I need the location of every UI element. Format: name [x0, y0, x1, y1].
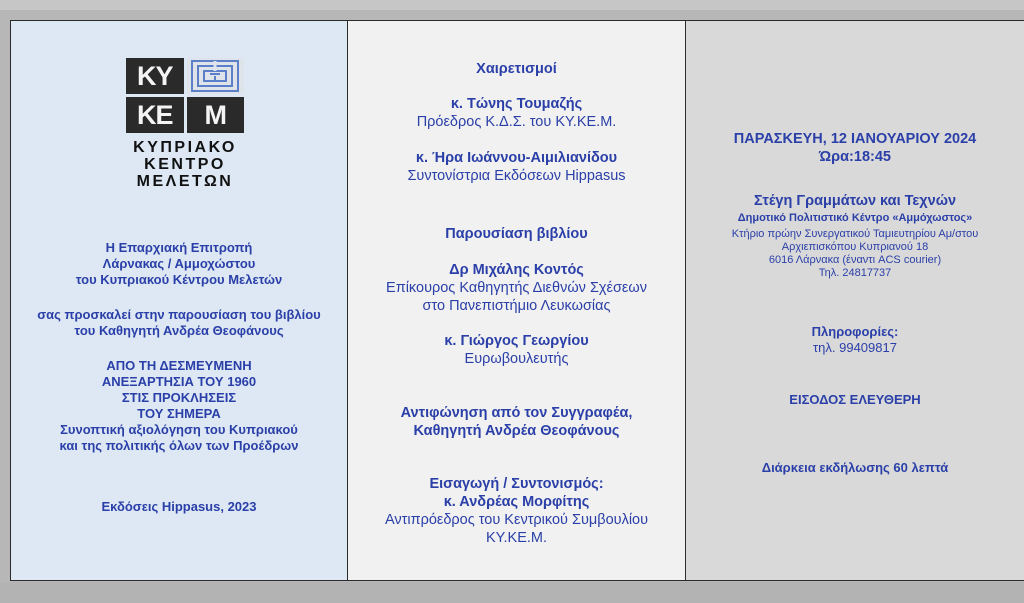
speaker-name: κ. Τώνης Τουμαζής: [450, 96, 583, 112]
moderator-name: κ. Ανδρέας Μορφίτης: [443, 494, 590, 510]
invitation-block: [11, 307, 347, 339]
moderation-heading: Εισαγωγή / Συντονισμός:: [429, 476, 604, 492]
organizer-block: [11, 240, 347, 288]
logo-line: ΜΕΛΕΤΩΝ: [136, 173, 234, 190]
book-title-line: Συνοπτική αξιολόγηση του Κυπριακού: [60, 422, 298, 437]
address-line: Τηλ. 24817737: [818, 267, 892, 279]
speaker-role: Συντονίστρια Εκδόσεων Hippasus: [407, 168, 626, 184]
middle-column: [347, 20, 686, 581]
info-label: Πληροφορίες:: [811, 324, 899, 339]
logo-line: ΚΥΠΡΙΑΚΟ: [133, 139, 237, 156]
organizer-line: του Κυπριακού Κέντρου Μελετών: [75, 272, 283, 287]
moderator-role: ΚΥ.ΚΕ.Μ.: [486, 530, 547, 546]
greetings-heading: Χαιρετισμοί: [476, 61, 557, 77]
info-block: [686, 324, 1024, 356]
free-entry: ΕΙΣΟΔΟΣ ΕΛΕΥΘΕΡΗ: [789, 392, 921, 407]
speaker-block: [348, 261, 685, 315]
speaker-block: [348, 332, 685, 368]
book-title-line: ΤΟΥ ΣΗΜΕΡΑ: [137, 406, 221, 421]
invitation-line: του Καθηγητή Ανδρέα Θεοφάνους: [74, 323, 284, 338]
bottom-bar: [0, 582, 1024, 603]
logo-line: ΚΕΝΤΡΟ: [144, 156, 226, 173]
info-phone: τηλ. 99409817: [813, 340, 897, 355]
book-title-line: και της πολιτικής όλων των Προέδρων: [59, 438, 299, 453]
speaker-role: στο Πανεπιστήμιο Λευκωσίας: [422, 298, 611, 314]
venue-subtitle: Δημοτικό Πολιτιστικό Κέντρο «Αμμόχωστος»: [737, 212, 973, 224]
logo-maze-icon: [187, 58, 245, 94]
speaker-block: [348, 149, 685, 185]
presentation-heading: Παρουσίαση βιβλίου: [445, 226, 588, 242]
address-line: 6016 Λάρνακα (έναντι ACS courier): [768, 254, 942, 266]
event-time: Ώρα:18:45: [819, 149, 891, 165]
event-date: ΠΑΡΑΣΚΕΥΗ, 12 ΙΑΝΟΥΑΡΙΟΥ 2024: [733, 131, 977, 147]
publisher: Εκδόσεις Hippasus, 2023: [101, 499, 257, 514]
venue-name: Στέγη Γραμμάτων και Τεχνών: [753, 193, 957, 209]
speaker-name: κ. Γιώργος Γεωργίου: [444, 333, 589, 349]
author-response: [348, 404, 685, 440]
venue-address: [686, 228, 1024, 280]
logo-tile-ky: ΚΥ: [126, 58, 184, 94]
book-title-line: ΑΠΟ ΤΗ ΔΕΣΜΕΥΜΕΝΗ: [106, 358, 252, 373]
moderation-block: [348, 475, 685, 547]
logo-text: [126, 139, 244, 190]
logo-tile-m: Μ: [187, 97, 245, 133]
event-duration: Διάρκεια εκδήλωσης 60 λεπτά: [761, 460, 949, 475]
address-line: Αρχιεπισκόπου Κυπριανού 18: [781, 241, 929, 253]
speaker-role: Πρόεδρος Κ.Δ.Σ. του ΚΥ.ΚΕ.Μ.: [416, 114, 617, 130]
logo-tile-ke: ΚΕ: [126, 97, 184, 133]
response-line: Αντιφώνηση από τον Συγγραφέα,: [400, 405, 633, 421]
speaker-role: Ευρωβουλευτής: [464, 351, 569, 367]
organizer-line: Λάρνακας / Αμμοχώστου: [102, 256, 256, 271]
event-datetime: [686, 130, 1024, 166]
speaker-name: κ. Ήρα Ιωάννου-Αιμιλιανίδου: [415, 150, 618, 166]
organizer-line: Η Επαρχιακή Επιτροπή: [105, 240, 253, 255]
right-column: [685, 20, 1024, 581]
book-title-block: [11, 358, 347, 454]
book-title-line: ΣΤΙΣ ΠΡΟΚΛΗΣΕΙΣ: [121, 390, 237, 405]
address-line: Κτήριο πρώην Συνεργατικού Ταμιευτηρίου Αμ/στου: [731, 228, 979, 240]
top-bar: [0, 0, 1024, 10]
speaker-role: Επίκουρος Καθηγητής Διεθνών Σχέσεων: [386, 280, 647, 296]
book-title-line: ΑΝΕΞΑΡΤΗΣΙΑ ΤΟΥ 1960: [101, 374, 257, 389]
kykem-logo: [126, 58, 244, 190]
speaker-block: [348, 95, 685, 131]
moderator-role: Αντιπρόεδρος του Κεντρικού Συμβουλίου: [384, 512, 649, 528]
invitation-line: σας προσκαλεί στην παρουσίαση του βιβλίου: [37, 307, 321, 322]
speaker-name: Δρ Μιχάλης Κοντός: [449, 262, 584, 278]
response-line: Καθηγητή Ανδρέα Θεοφάνους: [413, 423, 620, 439]
left-column: [10, 20, 348, 581]
